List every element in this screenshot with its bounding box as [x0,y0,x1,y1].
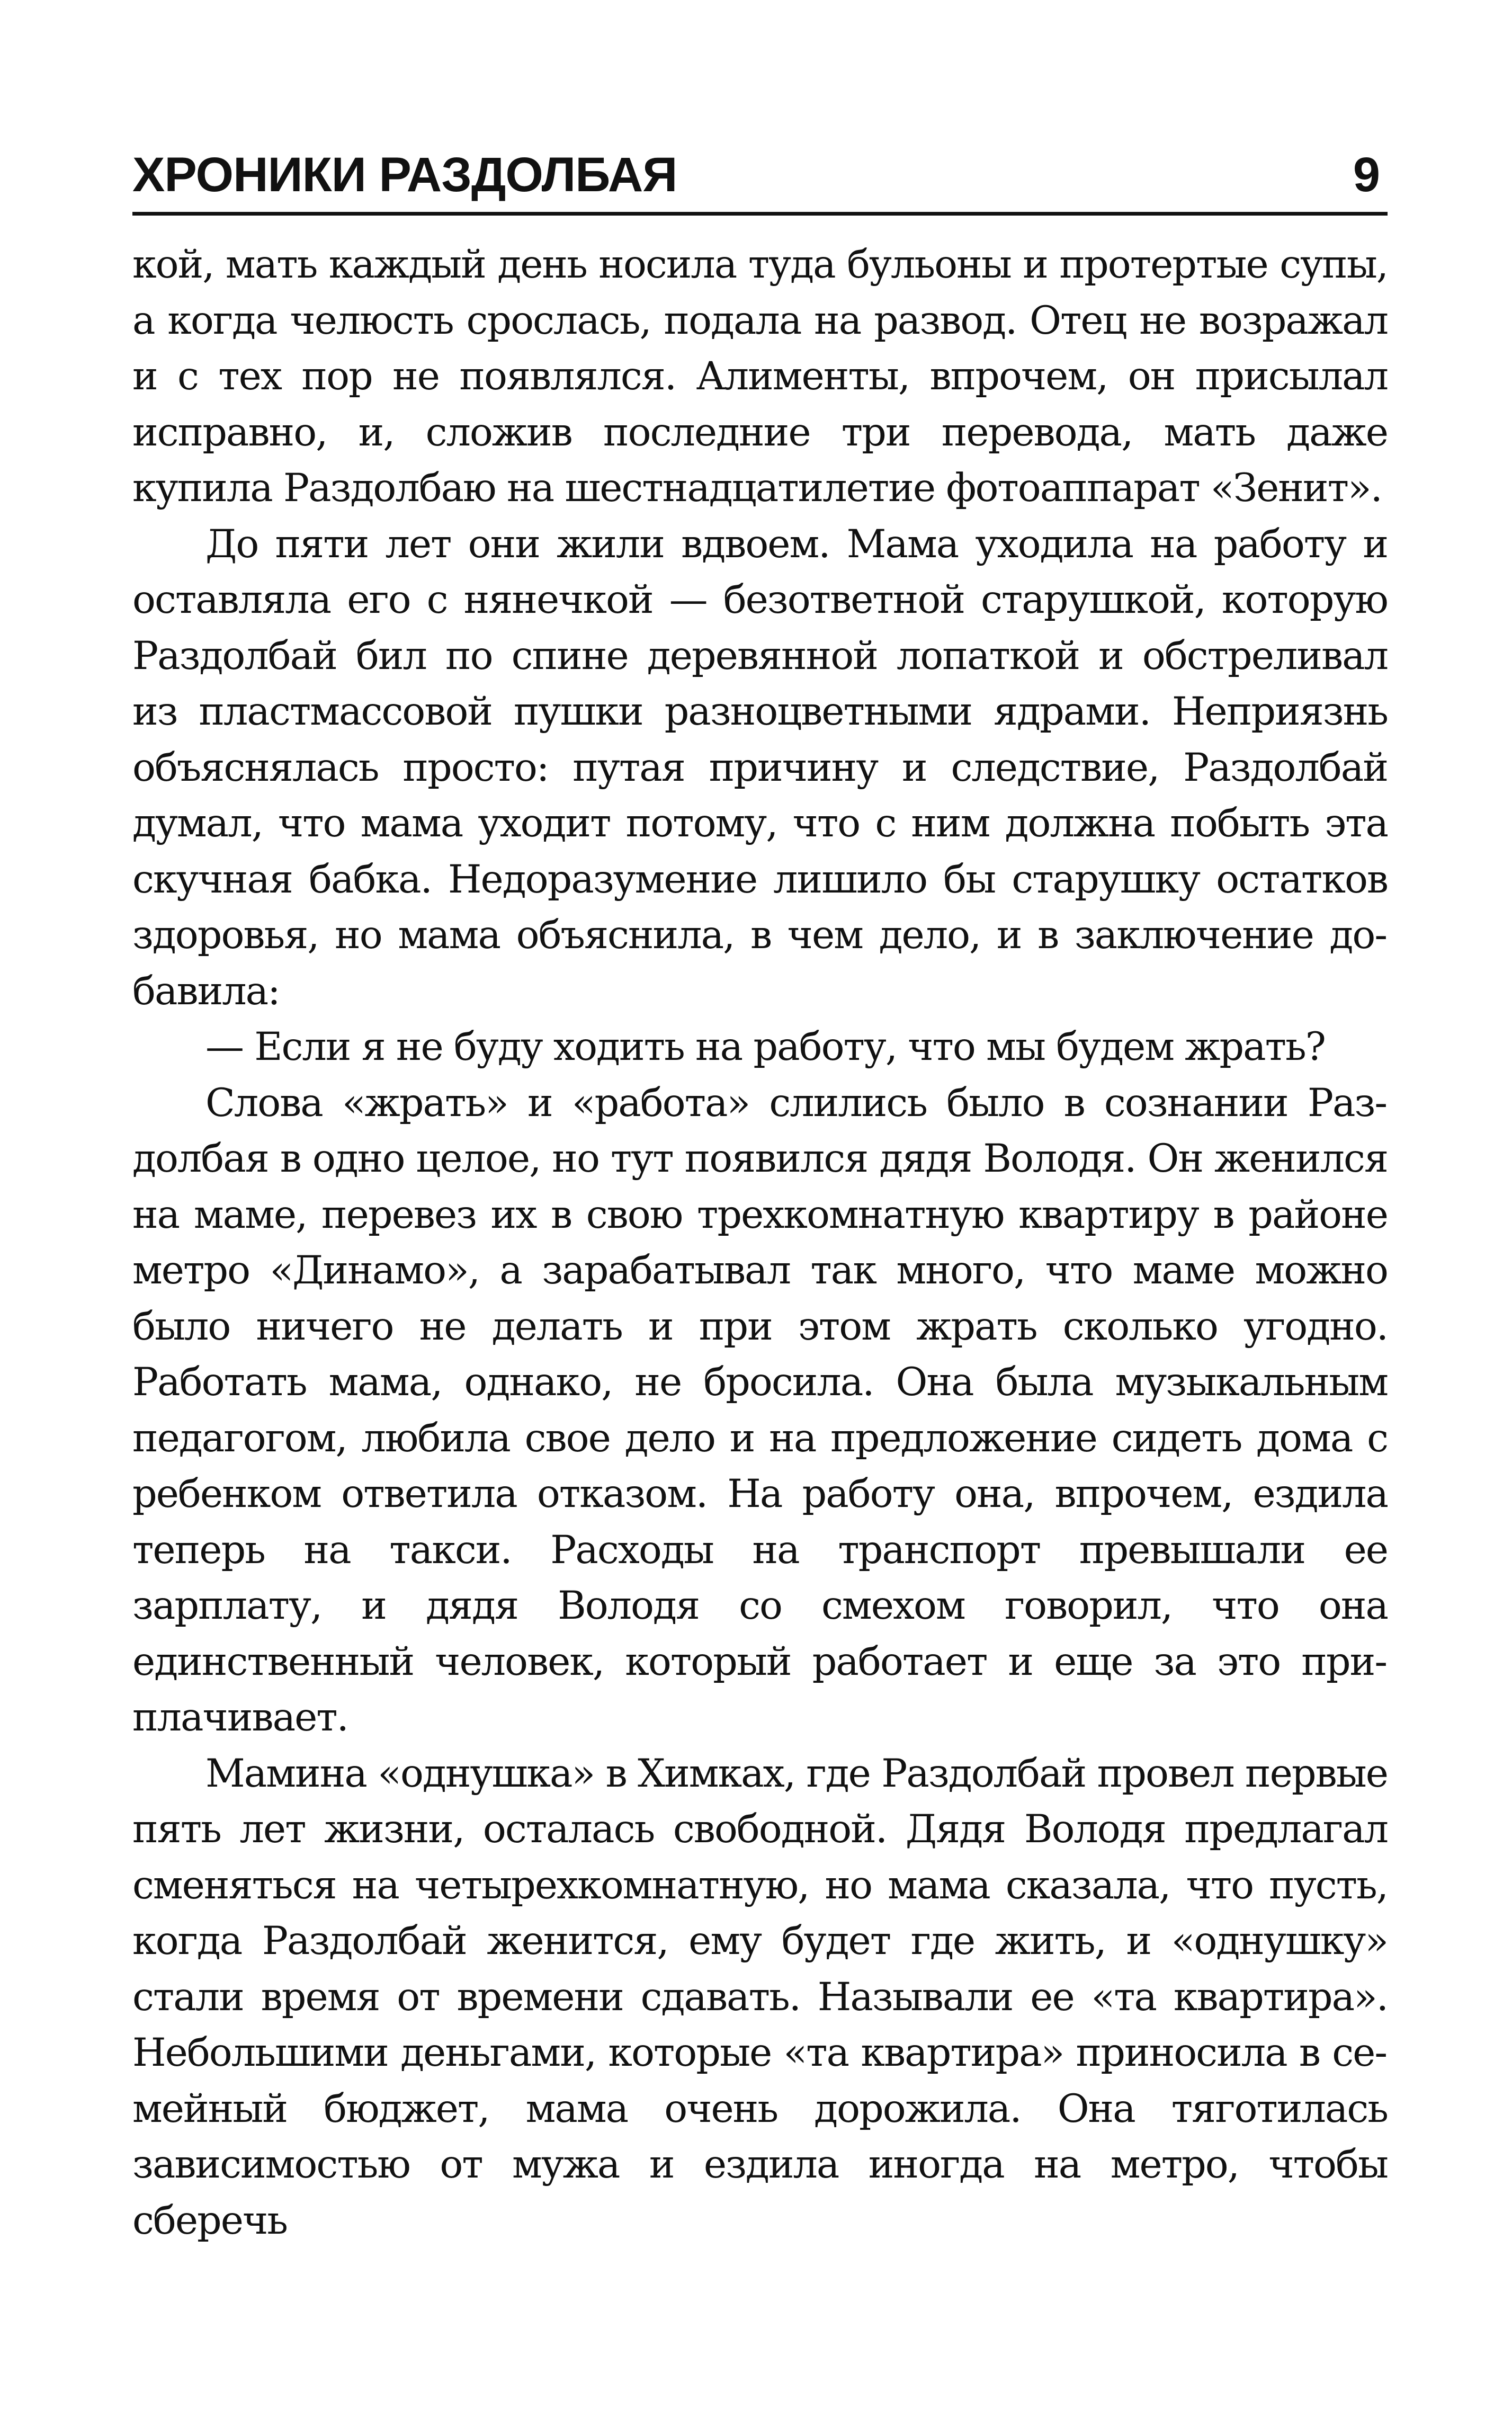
paragraph: До пяти лет они жили вдвоем. Мама уходила на работу и оставляла его с нянечкой — безответной старушкой, которую Раздолбай бил по спине деревянной лопаткой и обстреливал из пластмассовой пушки разноцветными ядрами. Неприязнь объяснялась просто: путая причину и следствие, Раздолбай думал, что мама уходит потому, что с ним должна побыть эта скучная бабка. Недоразумение лишило бы старушку остатков здоровья, но мама объяснила, в чем дело, и в заключение добавила: [132,521,1388,1014]
body-text [132,237,1388,2248]
dialogue-line: — Если я не буду ходить на работу, что мы будем жрать? [205,1024,1325,1069]
paragraph: Слова «жрать» и «работа» слились было в сознании Раздолбая в одно целое, но тут появился дядя Володя. Он женился на маме, перевез их в свою трехкомнатную квартиру в районе метро «Динамо», а зарабатывал так много, что маме можно было ничего не делать и при этом жрать сколько угодно. Работать мама, однако, не бросила. Она была музыкальным педагогом, любила свое дело и на предложение сидеть дома с ребенком ответила отказом. На работу она, впрочем, ездила теперь на такси. Расходы на транспорт превышали ее зарплату, и дядя Володя со смехом говорил, что она единственный человек, который работает и еще за это приплачивает. [132,1080,1388,1740]
book-page [132,132,1388,2248]
running-header [132,132,1388,216]
paragraph: Мамина «однушка» в Химках, где Раздолбай провел первые пять лет жизни, осталась свободной. Дядя Володя предлагал сменяться на четырехкомнатную, но мама сказала, что пусть, когда Раздолбай женится, ему будет где жить, и «однушку» стали время от времени сдавать. Называли ее «та квартира». Небольшими деньгами, которые «та квартира» приносила в семейный бюджет, мама очень дорожила. Она тяготилась зависимостью от мужа и ездила иногда на метро, чтобы сберечь [132,1751,1388,2243]
paragraph-continued: кой, мать каждый день носила туда бульоны и протертые супы, а когда челюсть срослась, подала на развод. Отец не возражал и с тех пор не появлялся. Алименты, впрочем, он присылал исправно, и, сложив последние три перевода, мать даже купила Раздолбаю на шестнадцатилетие фотоаппарат «Зенит». [132,242,1388,511]
page-number: 9 [1353,148,1380,202]
running-title: ХРОНИКИ РАЗДОЛБАЯ [132,148,677,202]
